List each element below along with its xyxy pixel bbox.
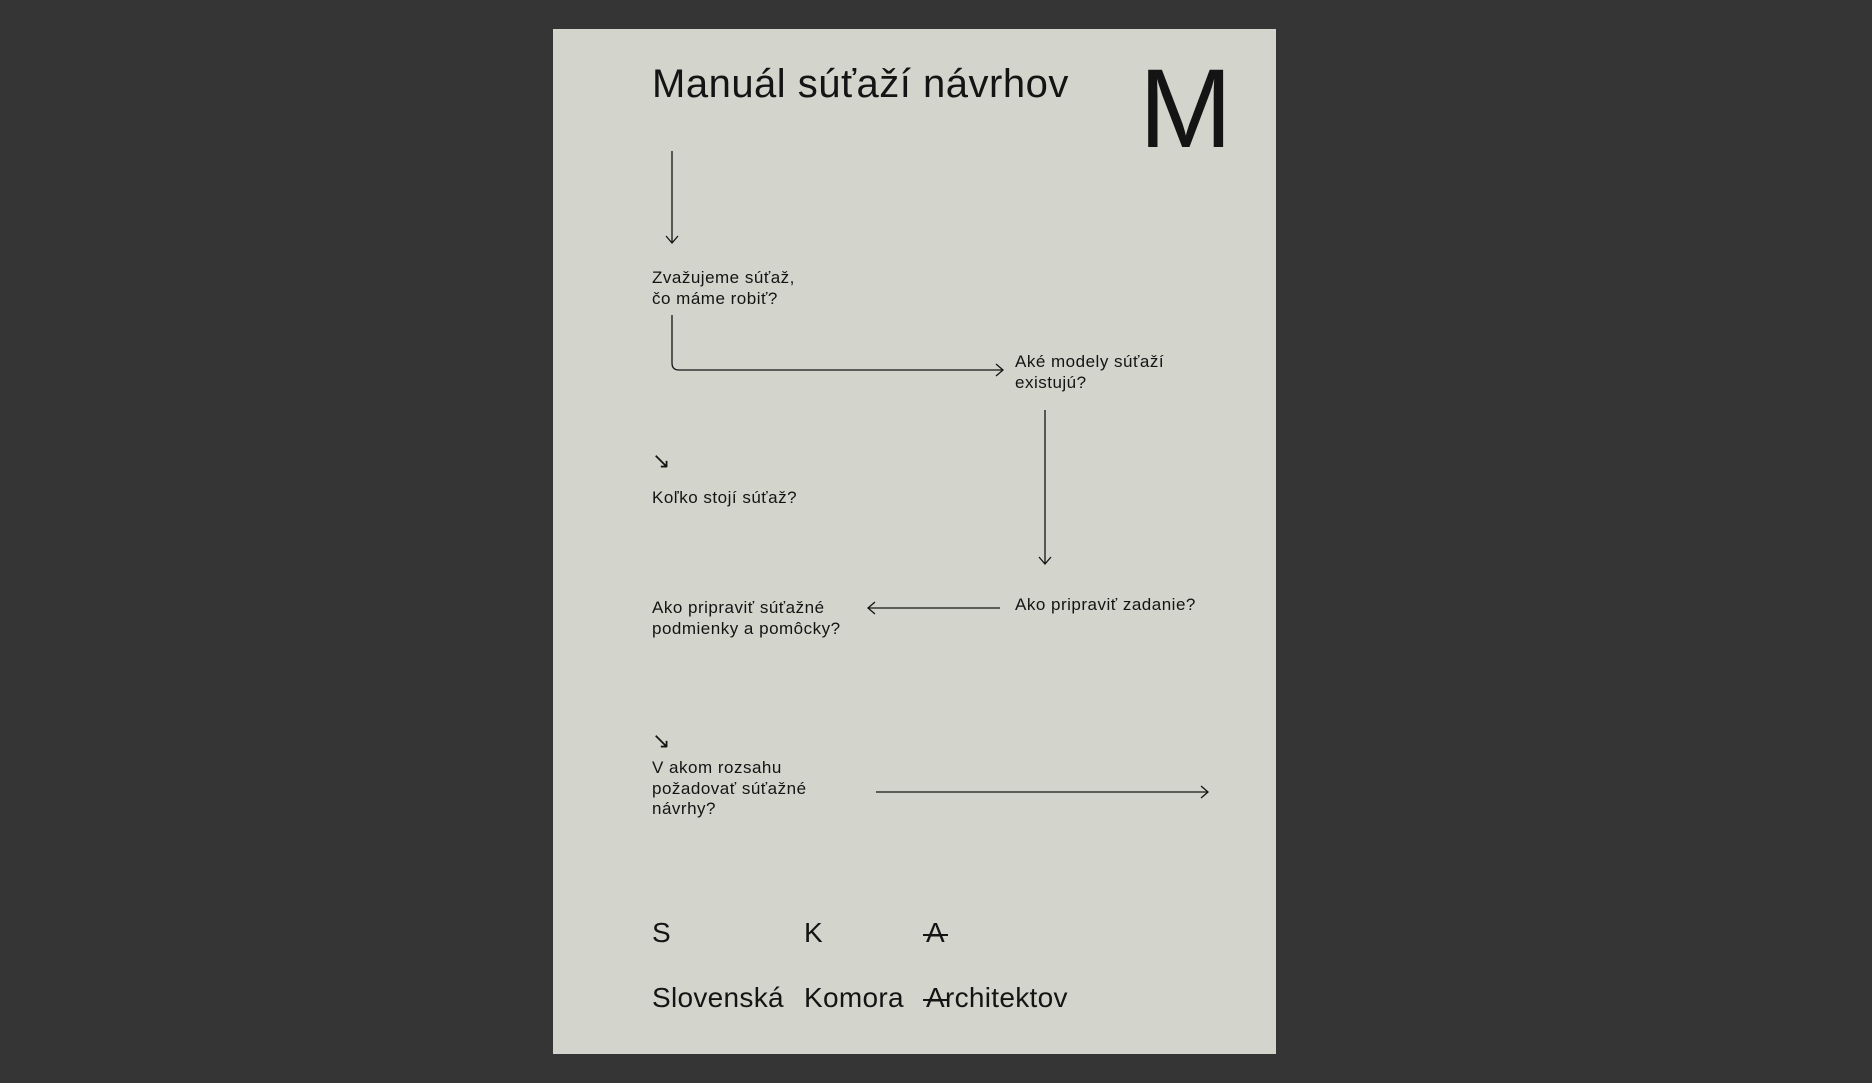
footer-letter-k-text: K bbox=[804, 917, 823, 948]
diagonal-arrow-icon: ↘ bbox=[652, 728, 671, 753]
footer-letter-a bbox=[926, 919, 945, 947]
footer-word-komora: Komora bbox=[804, 982, 904, 1013]
arrow-down-title-to-q1 bbox=[666, 151, 678, 243]
diagonal-arrow-icon: ↘ bbox=[652, 448, 671, 473]
logo-mark-m: M bbox=[1139, 46, 1231, 171]
footer-letter-s: S bbox=[652, 917, 671, 948]
flowchart-arrows bbox=[553, 29, 1276, 1054]
poster-title: Manuál súťaží návrhov bbox=[652, 62, 1069, 106]
question-prepare-conditions: Ako pripraviť súťažné podmienky a pomôcky? bbox=[652, 598, 841, 638]
footer-word-architektov-rest: rchitektov bbox=[944, 982, 1068, 1013]
arrow-q6-right bbox=[876, 786, 1208, 798]
arrow-q1-to-q2 bbox=[672, 315, 1003, 376]
question-submission-scope: V akom rozsahu požadovať súťažné návrhy? bbox=[652, 758, 807, 818]
question-consider-competition: Zvažujeme súťaž, čo máme robiť? bbox=[652, 268, 795, 308]
arrow-q4-left-to-q5 bbox=[868, 602, 1000, 614]
question-competition-cost: Koľko stojí súťaž? bbox=[652, 488, 798, 507]
arrow-q2-down-to-q4 bbox=[1039, 410, 1051, 564]
poster-page bbox=[553, 29, 1276, 1054]
footer-letter-a-text: A bbox=[926, 917, 945, 948]
footer-word-slovenska: Slovenská bbox=[652, 982, 784, 1013]
footer-word-architektov bbox=[926, 984, 1068, 1012]
question-prepare-brief: Ako pripraviť zadanie? bbox=[1015, 595, 1196, 614]
question-competition-models: Aké modely súťaží existujú? bbox=[1015, 352, 1165, 392]
footer-letter-k bbox=[804, 919, 823, 947]
footer-word-architektov-initial: A bbox=[926, 982, 945, 1013]
